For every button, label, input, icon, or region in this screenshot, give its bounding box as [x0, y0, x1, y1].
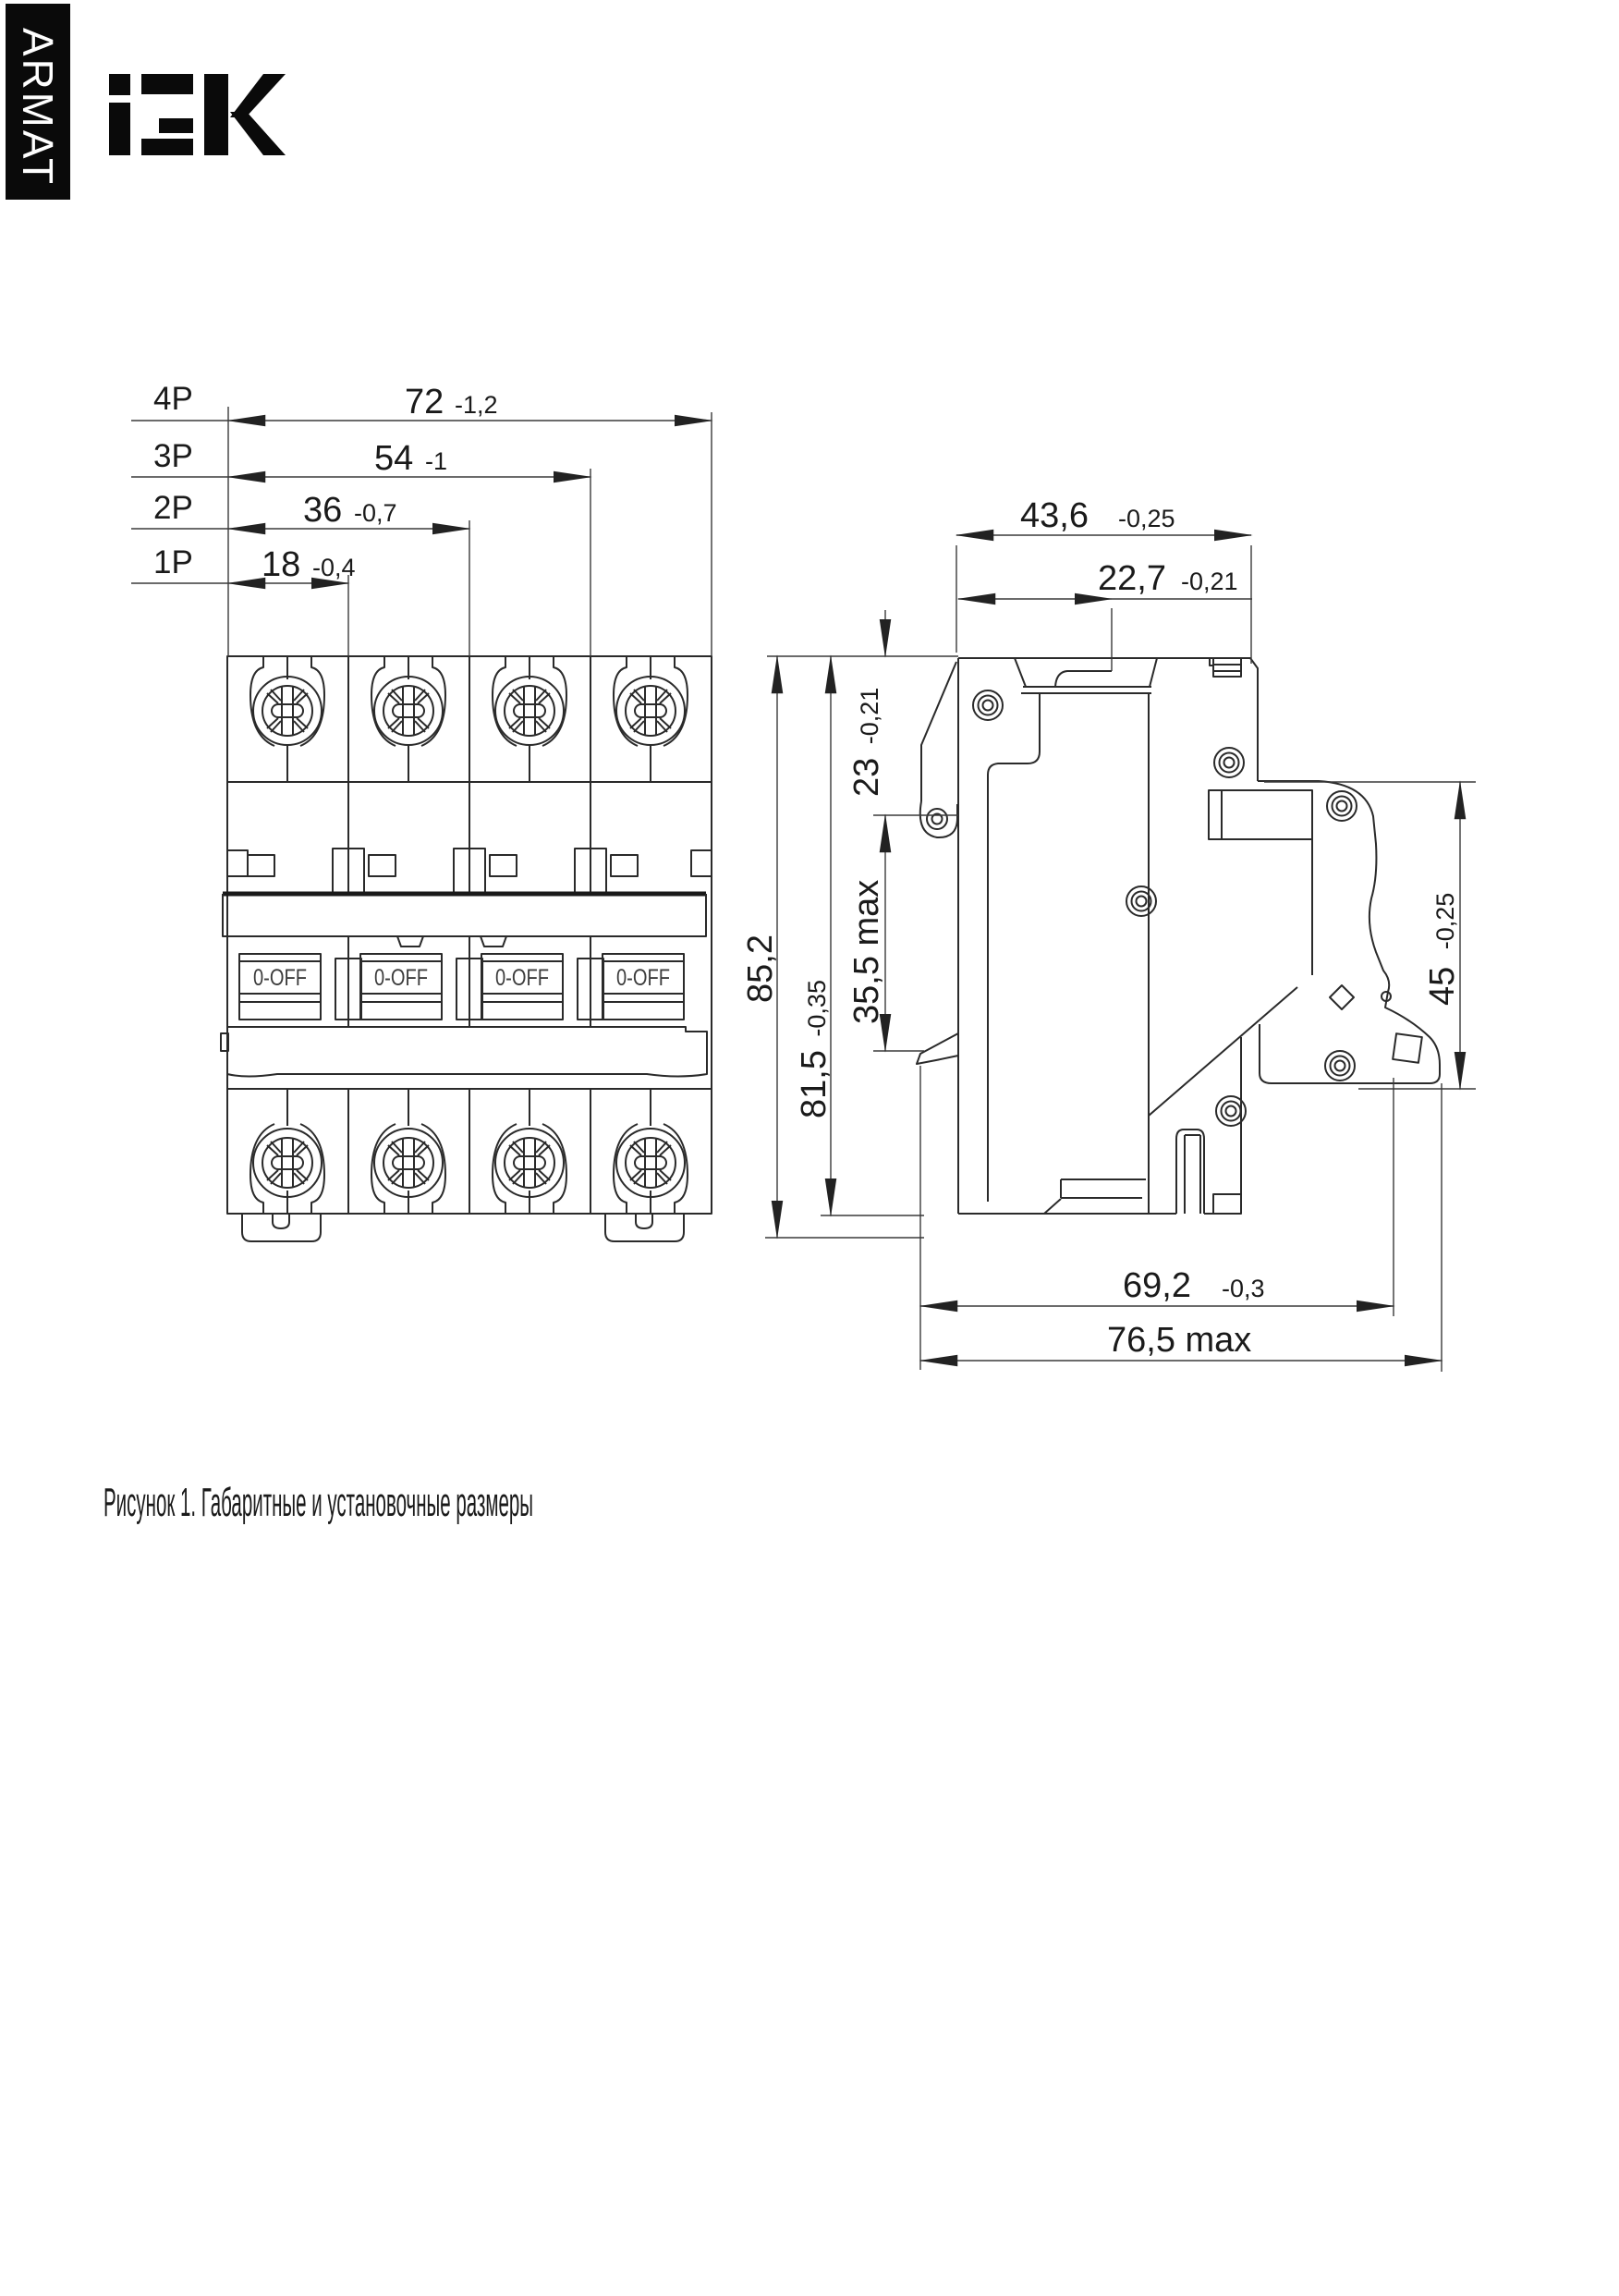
- rail-pocket: [1209, 790, 1312, 839]
- rail-slot: [1044, 1130, 1241, 1214]
- dim-body-height-tol: -0,35: [803, 980, 831, 1037]
- din-foot: [242, 1214, 321, 1241]
- terminal-screw: [374, 1129, 443, 1197]
- dim-top-to-rail: [847, 688, 886, 797]
- dim-top-to-rail-value: 23: [847, 757, 886, 797]
- din-latch: [917, 1033, 958, 1064]
- terminal-screw: [253, 677, 322, 745]
- spring-hole: [1330, 985, 1354, 1009]
- figure-caption: Рисунок 1. Габаритные и установочные размеры: [103, 1480, 533, 1525]
- dim-mounting-depth-tol: -0,3: [1222, 1275, 1265, 1302]
- rivet: [1325, 1051, 1355, 1081]
- dim-rail-recess-value: 45: [1423, 966, 1462, 1006]
- dim-rail-recess-tol: -0,25: [1431, 892, 1459, 950]
- dim-rail-recess: [1423, 893, 1462, 1006]
- dim-body-height-value: 81,5: [795, 1050, 834, 1118]
- pole-label-3p: 3P: [153, 438, 193, 474]
- dim-overall-width-tol: -0,25: [1118, 505, 1175, 532]
- rivet: [1214, 748, 1244, 777]
- pole-label-2p: 2P: [153, 490, 193, 526]
- side-dimensions: [741, 496, 1476, 1372]
- dim-width-3p: 54: [374, 439, 414, 478]
- rivet: [1327, 791, 1357, 821]
- dim-handle-offset-tol: -0,21: [1181, 568, 1238, 595]
- dim-width-4p: 72: [405, 383, 444, 421]
- rear-clip-top: [1210, 658, 1241, 677]
- pole-label-4p: 4P: [153, 381, 193, 417]
- toggle-label: 0-OFF: [374, 965, 428, 991]
- dim-overall-depth: 76,5 max: [1107, 1321, 1252, 1360]
- dim-width-4p-tol: -1,2: [455, 391, 498, 419]
- side-view: [917, 658, 1440, 1214]
- terminal-screw: [253, 1129, 322, 1197]
- rivet: [973, 690, 1003, 720]
- brand-header: [6, 4, 286, 200]
- din-clip: [1382, 992, 1422, 1063]
- dim-width-2p-tol: -0,7: [354, 499, 397, 527]
- rivet: [1126, 886, 1156, 916]
- dim-top-to-rail-tol: -0,21: [856, 687, 883, 745]
- dim-width-3p-tol: -1: [425, 447, 448, 475]
- terminal-screw: [495, 677, 564, 745]
- handle-tie-bar: [221, 1027, 712, 1089]
- toggle-label: 0-OFF: [616, 965, 670, 991]
- front-ledge: [223, 894, 706, 946]
- front-toggles: [239, 954, 684, 1020]
- armat-series-label: ARMAT: [14, 28, 62, 188]
- dim-body-height: [795, 980, 834, 1118]
- dim-width-1p-tol: -0,4: [312, 554, 356, 581]
- dim-front-protrusion: 35,5 max: [847, 879, 886, 1024]
- dim-overall-width: 43,6: [1020, 496, 1089, 535]
- dim-overall-height: 85,2: [741, 934, 780, 1003]
- dim-width-2p: 36: [303, 491, 343, 530]
- terminal-screw: [616, 1129, 685, 1197]
- iek-logo-icon: [109, 74, 286, 155]
- terminal-screw: [495, 1129, 564, 1197]
- din-foot: [605, 1214, 684, 1241]
- front-dimensions: [131, 381, 712, 656]
- toggle-label: 0-OFF: [253, 965, 307, 991]
- terminal-screw: [616, 677, 685, 745]
- toggle-label: 0-OFF: [495, 965, 549, 991]
- side-toggle: [920, 662, 957, 837]
- dim-handle-offset: 22,7: [1098, 559, 1166, 598]
- dim-width-1p: 18: [262, 545, 301, 584]
- dim-mounting-depth: 69,2: [1123, 1266, 1191, 1305]
- front-view: [221, 656, 712, 1241]
- terminal-screw: [374, 677, 443, 745]
- pole-label-1p: 1P: [153, 544, 193, 580]
- rivet: [1216, 1096, 1246, 1126]
